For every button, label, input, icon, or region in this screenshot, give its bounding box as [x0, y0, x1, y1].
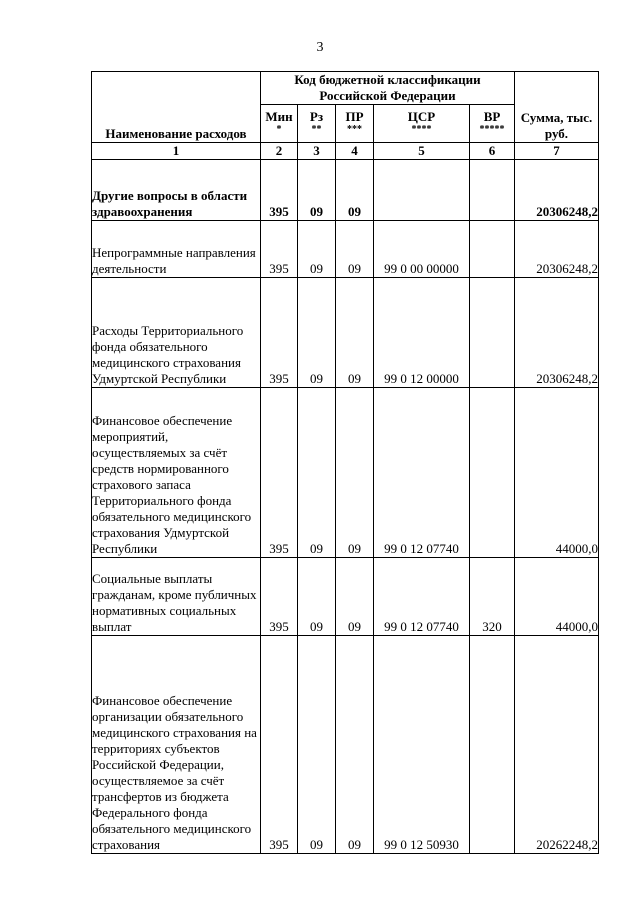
row-vr: 320 [470, 558, 515, 636]
row-rz: 09 [298, 558, 336, 636]
page-number: 3 [316, 40, 324, 55]
row-pr: 09 [336, 221, 374, 278]
table-row [92, 160, 599, 221]
row-min: 395 [261, 636, 298, 854]
table-row [92, 278, 599, 388]
row-vr [470, 221, 515, 278]
row-csr: 99 0 12 00000 [374, 278, 470, 388]
budget-table [91, 71, 599, 854]
column-numbers-row [92, 143, 599, 160]
header-code-group: Код бюджетной классификации Российской Федерации [261, 72, 515, 105]
table-row [92, 636, 599, 854]
row-sum: 20306248,2 [515, 160, 599, 221]
row-sum: 44000,0 [515, 388, 599, 558]
row-sum: 44000,0 [515, 558, 599, 636]
header-rz: Рз ** [298, 105, 336, 143]
column-number: 5 [374, 143, 470, 160]
row-csr: 99 0 12 07740 [374, 558, 470, 636]
row-rz: 09 [298, 160, 336, 221]
header-csr: ЦСР **** [374, 105, 470, 143]
row-pr: 09 [336, 558, 374, 636]
row-sum: 20306248,2 [515, 278, 599, 388]
row-csr: 99 0 00 00000 [374, 221, 470, 278]
row-min: 395 [261, 278, 298, 388]
table-row [92, 388, 599, 558]
table-row [92, 221, 599, 278]
column-number: 3 [298, 143, 336, 160]
header-pr: ПР *** [336, 105, 374, 143]
row-pr: 09 [336, 160, 374, 221]
row-name: Непрограммные направления деятельности [92, 221, 261, 278]
header-name: Наименование расходов [92, 72, 261, 143]
row-sum: 20262248,2 [515, 636, 599, 854]
column-number: 6 [470, 143, 515, 160]
row-csr: 99 0 12 07740 [374, 388, 470, 558]
row-rz: 09 [298, 636, 336, 854]
row-pr: 09 [336, 278, 374, 388]
row-vr [470, 278, 515, 388]
row-min: 395 [261, 221, 298, 278]
row-csr: 99 0 12 50930 [374, 636, 470, 854]
row-vr [470, 636, 515, 854]
row-rz: 09 [298, 388, 336, 558]
row-name: Другие вопросы в области здравоохранения [92, 160, 261, 221]
header-min: Мин * [261, 105, 298, 143]
row-pr: 09 [336, 636, 374, 854]
row-min: 395 [261, 160, 298, 221]
column-number: 7 [515, 143, 599, 160]
row-sum: 20306248,2 [515, 221, 599, 278]
header-sum: Сумма, тыс. руб. [515, 72, 599, 143]
column-number: 1 [92, 143, 261, 160]
row-vr [470, 388, 515, 558]
row-name: Финансовое обеспечение мероприятий, осуществляемых за счёт средств нормированного страхового запаса Территориального фонда обязательного медицинского страхования Удмуртской Республики [92, 388, 261, 558]
column-number: 2 [261, 143, 298, 160]
row-name: Социальные выплаты гражданам, кроме публичных нормативных социальных выплат [92, 558, 261, 636]
row-csr [374, 160, 470, 221]
header-vr: ВР ***** [470, 105, 515, 143]
column-number: 4 [336, 143, 374, 160]
row-rz: 09 [298, 278, 336, 388]
row-pr: 09 [336, 388, 374, 558]
row-min: 395 [261, 558, 298, 636]
row-min: 395 [261, 388, 298, 558]
row-name: Расходы Территориального фонда обязательного медицинского страхования Удмуртской Республики [92, 278, 261, 388]
row-name: Финансовое обеспечение организации обязательного медицинского страхования на территориях субъектов Российской Федерации, осуществляемое за счёт трансфертов из бюджета Федерального фонда обязательного медицинского страхования [92, 636, 261, 854]
table-row [92, 558, 599, 636]
row-rz: 09 [298, 221, 336, 278]
row-vr [470, 160, 515, 221]
